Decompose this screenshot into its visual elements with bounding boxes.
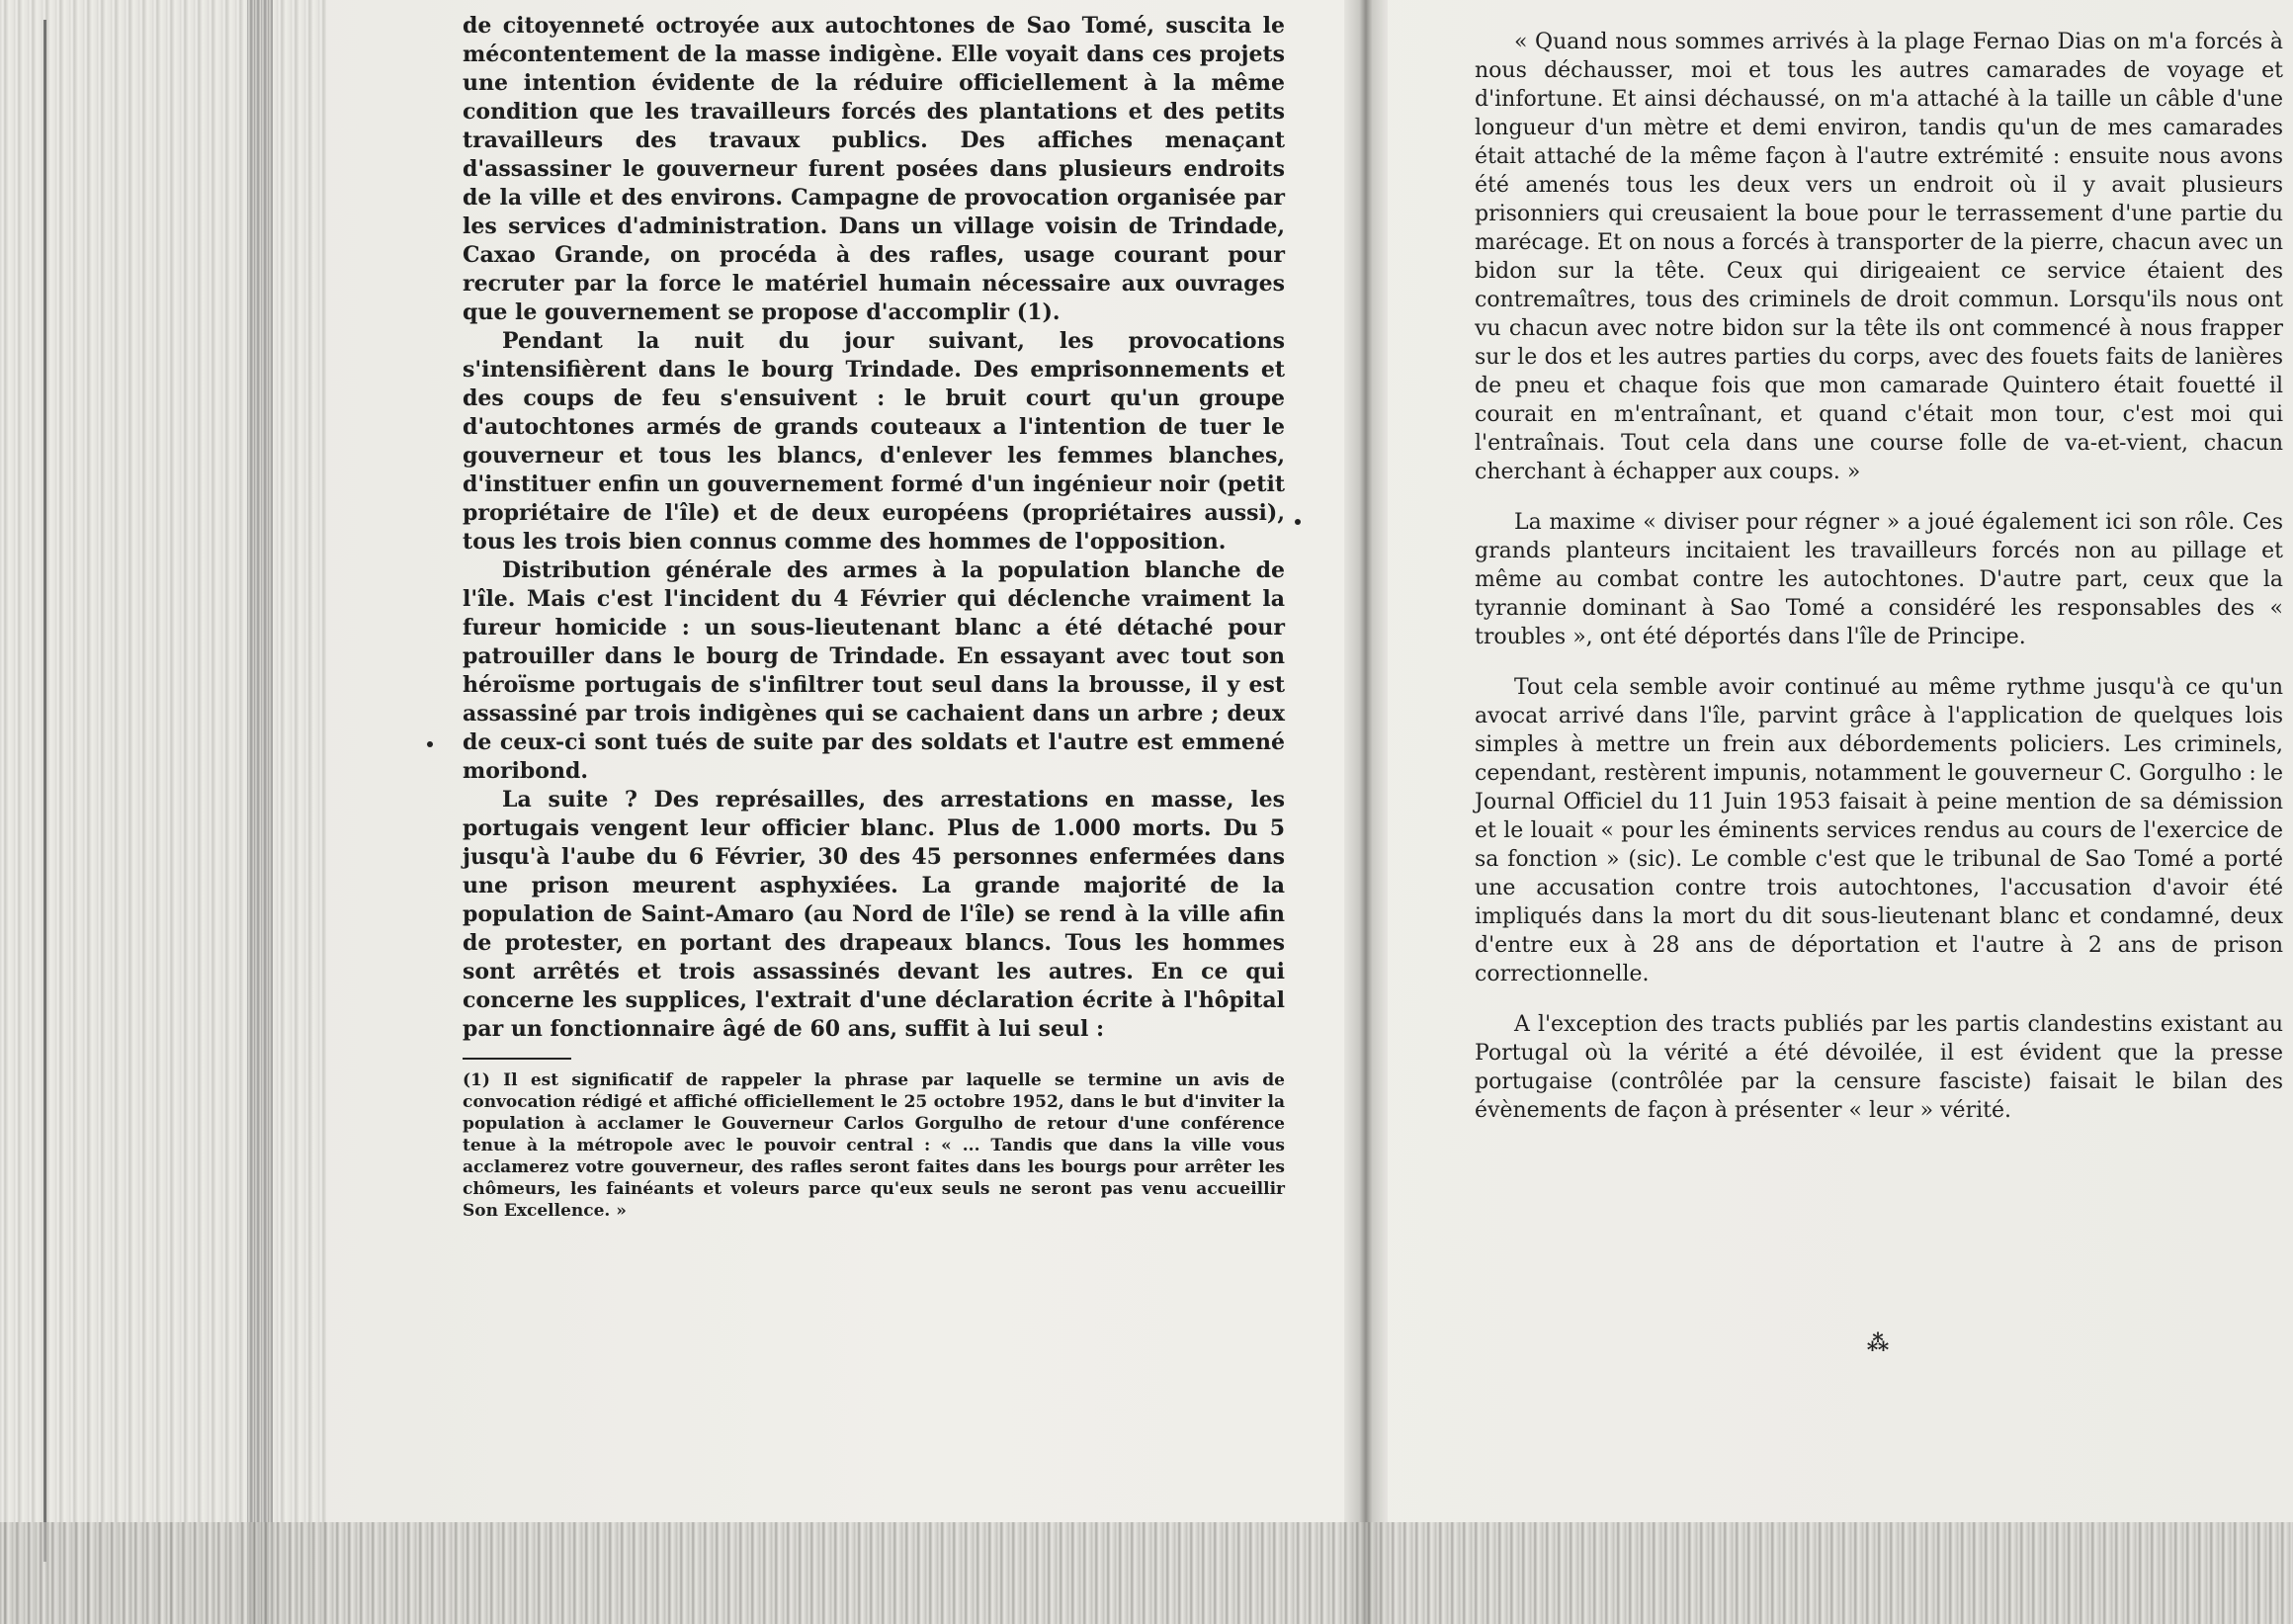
left-paragraph-1: de citoyenneté octroyée aux autochtones de Sao Tomé, suscita le mécontentement de la masse indigène. Elle voyait dans ces projets une intention évidente de la réduire officiellement à la même condition que les travailleurs forcés des plantations et des petits travailleurs des travaux publics. Des affiches menaçant d'assassiner le gouverneur furent posées dans plusieurs endroits de la ville et des environs. Campagne de provocation organisée par les services d'administration. Dans un village voisin de Trindade, Caxao Grande, on procéda à des rafles, usage courant pour recruter par la force le matériel humain nécessaire aux ouvrages que le gouvernement se propose d'accomplir (1). bbox=[463, 13, 1285, 325]
scan-left-edge-noise bbox=[0, 0, 326, 1624]
section-ornament: ⁂ bbox=[1866, 1330, 1890, 1356]
scan-bottom-noise bbox=[0, 1522, 2293, 1624]
right-quote-paragraph: « Quand nous sommes arrivés à la plage Fernao Dias on m'a forcés à nous déchausser, moi et tous les autres camarades de voyage et d'infortune. Et ainsi déchaussé, on m'a attaché à la taille un câble d'une longueur d'un mètre et demi environ, tandis qu'un de mes camarades était attaché de la même façon à l'autre extrémité : ensuite nous avons été amenés tous les deux vers un endroit où il y avait plusieurs prisonniers qui creusaient la boue pour le terrassement d'une partie du marécage. Et on nous a forcés à transporter de la pierre, chacun avec un bidon sur la tête. Ceux qui dirigeaient ce service étaient des contremaîtres, tous des criminels de droit commun. Lorsqu'ils nous ont vu chacun avec notre bidon sur la tête ils ont commencé à nous frapper sur le dos et les autres parties du corps, avec des fouets faits de lanières de pneu et chaque fois que mon camarade Quintero était fouetté il courait en m'entraînant, et quand c'était mon tour, c'est moi qui l'entraînais. Tout cela dans une course folle de va-et-vient, chacun cherchant à échapper aux coups. » bbox=[1475, 30, 2283, 484]
left-paragraph-3: Distribution générale des armes à la population blanche de l'île. Mais c'est l'incident du 4 Février qui déclenche vraiment la fureur homicide : un sous-lieutenant blanc a été détaché pour patrouiller dans le bourg de Trindade. En essayant avec tout son héroïsme portugais de s'infiltrer tout seul dans la brousse, il y est assassiné par trois indigènes qui se cachaient dans un arbre ; deux de ceux-ci sont tués de suite par des soldats et l'autre est emmené moribond. bbox=[463, 557, 1285, 784]
right-paragraph-3: Tout cela semble avoir continué au même rythme jusqu'à ce qu'un avocat arrivé dans l'île, parvint grâce à l'application de quelques lois simples à mettre un frein aux débordements policiers. Les criminels, cependant, restèrent impunis, notamment le gouverneur C. Gorgulho : le Journal Officiel du 11 Juin 1953 faisait à peine mention de sa démission et le louait « pour les éminents services rendus au cours de l'exercice de sa fonction » (sic). Le comble c'est que le tribunal de Sao Tomé a porté une accusation contre trois autochtones, l'accusation d'avoir été impliqués dans la mort du dit sous-lieutenant blanc et condamné, deux d'entre eux à 28 ans de déportation et l'autre à 2 ans de prison correctionnelle. bbox=[1475, 675, 2283, 986]
footnote-rule bbox=[463, 1058, 571, 1060]
left-page-text bbox=[463, 12, 1285, 1222]
right-page-text bbox=[1475, 28, 2283, 1147]
book-gutter bbox=[1344, 0, 1388, 1624]
margin-mark bbox=[427, 741, 433, 747]
right-paragraph-4: A l'exception des tracts publiés par les partis clandestins existant au Portugal où la vérité a été dévoilée, il est évident que la presse portugaise (contrôlée par la censure fasciste) faisait le bilan des évènements de façon à présenter « leur » vérité. bbox=[1475, 1012, 2283, 1123]
left-paragraph-4: La suite ? Des représailles, des arrestations en masse, les portugais vengent leur officier blanc. Plus de 1.000 morts. Du 5 jusqu'à l'aube du 6 Février, 30 des 45 personnes enfermées dans une prison meurent asphyxiées. La grande majorité de la population de Saint-Amaro (au Nord de l'île) se rend à la ville afin de protester, en portant des drapeaux blancs. Tous les hommes sont arrêtés et trois assassinés devant les autres. En ce qui concerne les supplices, l'extrait d'une déclaration écrite à l'hôpital par un fonctionnaire âgé de 60 ans, suffit à lui seul : bbox=[463, 787, 1285, 1042]
right-paragraph-2: La maxime « diviser pour régner » a joué également ici son rôle. Ces grands planteurs incitaient les travailleurs forcés non au pillage et même au combat contre les autochtones. D'autre part, ceux que la tyrannie dominant à Sao Tomé a considéré les responsables des « troubles », ont été déportés dans l'île de Principe. bbox=[1475, 510, 2283, 649]
footnote-1: (1) Il est significatif de rappeler la phrase par laquelle se termine un avis de convocation rédigé et affiché officiellement le 25 octobre 1952, dans le but d'inviter la population à acclamer le Gouverneur Carlos Gorgulho de retour d'une conférence tenue à la métropole avec le pouvoir central : « ... Tandis que dans la ville vous acclamerez votre gouverneur, des rafles seront faites dans les bourgs pour arrêter les chômeurs, les fainéants et voleurs parce qu'eux seuls ne seront pas venu accueillir Son Excellence. » bbox=[463, 1070, 1285, 1221]
left-paragraph-2: Pendant la nuit du jour suivant, les provocations s'intensifièrent dans le bourg Trindade. Des emprisonnements et des coups de feu s'ensuivent : le bruit court qu'un groupe d'autochtones armés de grands couteaux a l'intention de tuer le gouverneur et tous les blancs, d'enlever les femmes blanches, d'instituer enfin un gouvernement formé d'un ingénieur noir (petit propriétaire de l'île) et de deux européens (propriétaires aussi), tous les trois bien connus comme des hommes de l'opposition. bbox=[463, 328, 1285, 555]
scan-binding-shadow bbox=[247, 0, 273, 1624]
margin-mark bbox=[1295, 519, 1301, 525]
scan-page-edge bbox=[18, 20, 46, 1562]
